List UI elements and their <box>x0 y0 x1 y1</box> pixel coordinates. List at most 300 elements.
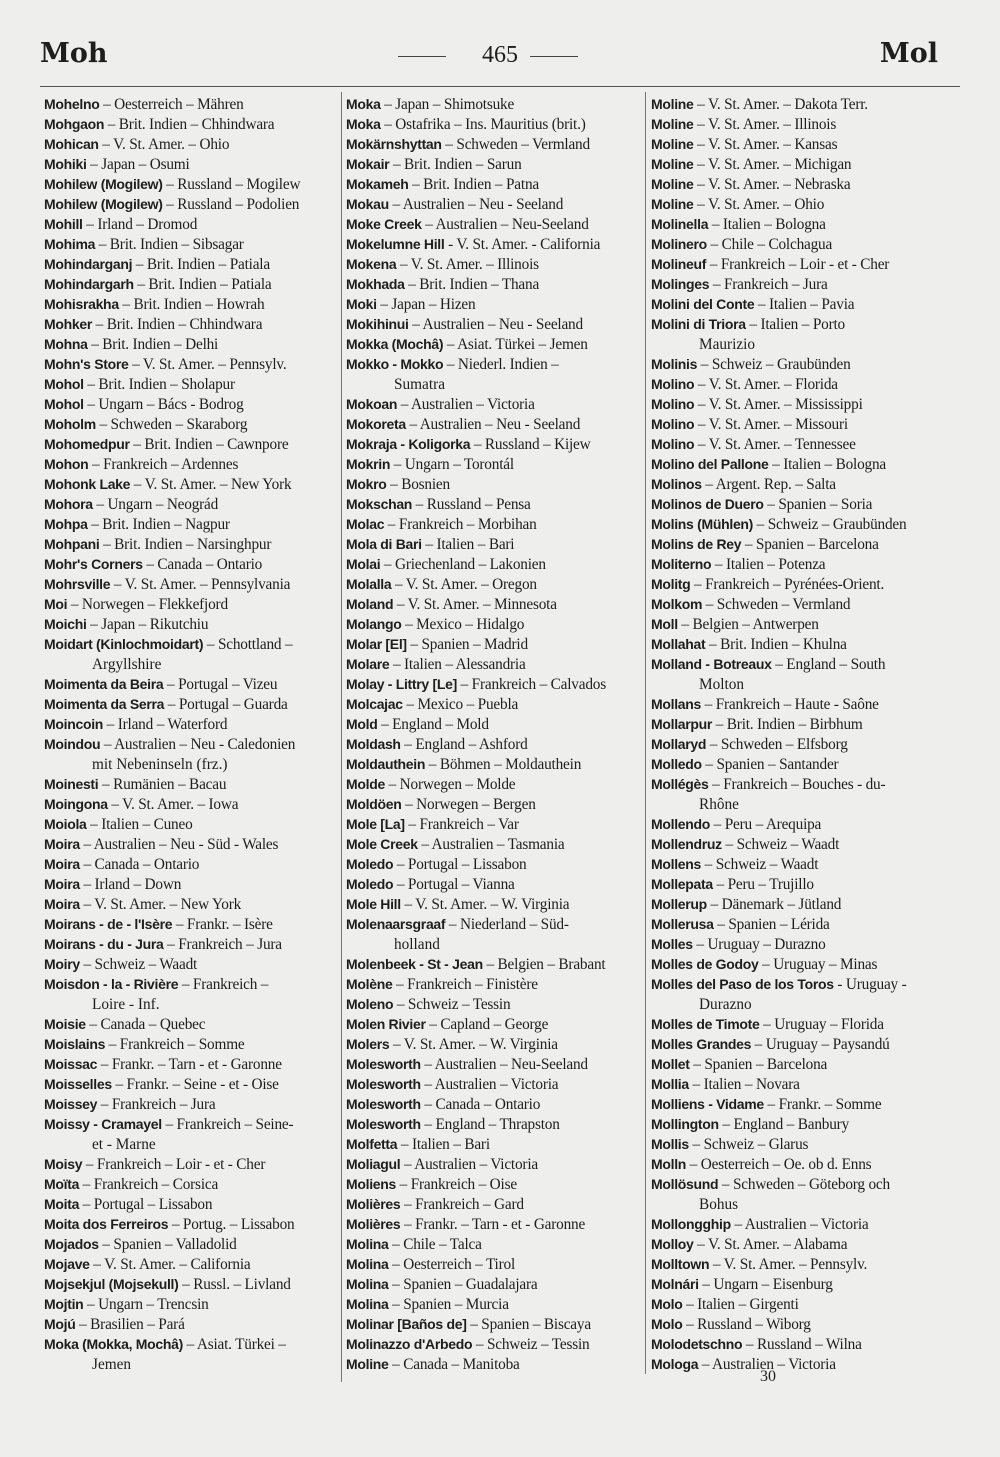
place-location: – Frankr. – Tarn - et - Garonne <box>97 1056 282 1073</box>
gazetteer-entry <box>44 1174 340 1194</box>
place-location: – Belgien – Antwerpen <box>677 616 819 633</box>
place-name: Molland - Botreaux <box>651 656 772 672</box>
place-location: – Portugal – Vianna <box>393 876 515 893</box>
place-location: – Frankreich – Haute - Saône <box>701 696 879 713</box>
place-location: – Canada – Ontario <box>142 556 263 573</box>
gazetteer-entry <box>651 534 951 554</box>
gazetteer-entry <box>651 1234 951 1254</box>
gazetteer-entry <box>44 374 340 394</box>
gazetteer-entry <box>651 1014 951 1034</box>
gazetteer-entry <box>651 1114 951 1134</box>
place-location: – V. St. Amer. – New York <box>79 896 242 913</box>
place-name: Mologa <box>651 1356 699 1372</box>
place-name: Mole Creek <box>346 836 418 852</box>
place-location-continuation: mit Nebeninseln (frz.) <box>92 756 228 773</box>
gazetteer-entry <box>44 1114 340 1154</box>
gazetteer-entry <box>651 834 951 854</box>
place-name: Molledo <box>651 756 702 772</box>
place-location: – Schweiz – Tessin <box>472 1336 590 1353</box>
place-location: – Oesterreich – Oe. ob d. Enns <box>686 1156 872 1173</box>
gazetteer-entry <box>346 1174 643 1194</box>
page-number: 465 <box>482 42 518 68</box>
place-name: Moïta <box>44 1176 80 1192</box>
place-name: Moissac <box>44 1056 98 1072</box>
gazetteer-entry <box>651 1074 951 1094</box>
place-location: – Frankreich – Calvados <box>456 676 606 693</box>
place-location: - V. St. Amer. - California <box>444 236 601 253</box>
gazetteer-entry <box>346 1314 643 1334</box>
place-location: – Uruguay – Minas <box>758 956 878 973</box>
gazetteer-entry <box>44 494 340 514</box>
gazetteer-entry <box>346 1094 643 1114</box>
place-name: Molodetschno <box>651 1336 743 1352</box>
place-name: Mokau <box>346 196 389 212</box>
place-name: Mohgaon <box>44 116 105 132</box>
place-location: – Brit. Indien – Birbhum <box>712 716 863 733</box>
place-name: Mohora <box>44 496 93 512</box>
gazetteer-entry <box>346 614 643 634</box>
place-name: Mollarpur <box>651 716 713 732</box>
place-location: – Spanien – Lérida <box>713 916 830 933</box>
gazetteer-entry <box>651 734 951 754</box>
place-location: – Schweiz – Waadt <box>701 856 819 873</box>
signature-mark: 30 <box>760 1368 776 1385</box>
gazetteer-entry <box>346 474 643 494</box>
place-location: – V. St. Amer. – California <box>89 1256 251 1273</box>
gazetteer-entry <box>346 1274 643 1294</box>
place-name: Moira <box>44 836 80 852</box>
place-location: – Brit. Indien – Patna <box>408 176 539 193</box>
gazetteer-entry <box>346 734 643 754</box>
place-location: – Oesterreich – Tirol <box>388 1256 515 1273</box>
gazetteer-entry <box>651 1094 951 1114</box>
place-name: Moka (Mokka, Mochâ) <box>44 1336 183 1352</box>
place-location: – V. St. Amer. – Pennsylvania <box>110 576 291 593</box>
place-location: – Italien – Bari <box>421 536 515 553</box>
place-name: Molini di Triora <box>651 316 746 332</box>
gazetteer-entry <box>44 254 340 274</box>
gazetteer-entry <box>651 1274 951 1294</box>
place-location: – Irland – Waterford <box>103 716 228 733</box>
place-name: Mollis <box>651 1136 689 1152</box>
gazetteer-entry <box>346 574 643 594</box>
place-name: Moledo <box>346 876 394 892</box>
place-location: – Portugal – Guarda <box>164 696 288 713</box>
place-location: – V. St. Amer. – W. Virginia <box>400 896 570 913</box>
gazetteer-entry <box>651 1054 951 1074</box>
place-name: Molinella <box>651 216 709 232</box>
gazetteer-entry <box>346 1294 643 1314</box>
header-rule-right <box>530 56 578 57</box>
gazetteer-entry <box>44 94 340 114</box>
place-name: Molinos de Duero <box>651 496 764 512</box>
place-name: Mohima <box>44 236 96 252</box>
place-location: – V. St. Amer. – Ohio <box>98 136 230 153</box>
place-location: – Schweden – Elfsborg <box>706 736 848 753</box>
place-location: – Frankreich – Gard <box>400 1196 524 1213</box>
place-name: Mohindargarh <box>44 276 134 292</box>
place-name: Molinos <box>651 476 702 492</box>
place-location: – Australien – Neu - Süd - Wales <box>79 836 279 853</box>
place-name: Molino <box>651 416 695 432</box>
place-location: – Frankreich – Finistère <box>392 976 538 993</box>
place-location: – Italien – Cuneo <box>86 816 193 833</box>
place-name: Molkom <box>651 596 703 612</box>
place-name: Mojú <box>44 1316 76 1332</box>
gazetteer-entry <box>346 894 643 914</box>
gazetteer-entry <box>346 1034 643 1054</box>
place-location: – Brit. Indien – Narsinghpur <box>99 536 272 553</box>
place-name: Moholm <box>44 416 96 432</box>
place-location: – V. St. Amer. – Illinois <box>396 256 539 273</box>
gazetteer-entry <box>346 714 643 734</box>
gazetteer-entry <box>651 234 951 254</box>
gazetteer-entry <box>651 934 951 954</box>
place-name: Moimenta da Beira <box>44 676 164 692</box>
gazetteer-entry <box>346 1194 643 1214</box>
place-name: Mollerusa <box>651 916 714 932</box>
gazetteer-entry <box>651 1134 951 1154</box>
place-location: – Schweiz – Graubünden <box>753 516 907 533</box>
gazetteer-entry <box>651 94 951 114</box>
place-name: Moldöen <box>346 796 402 812</box>
gazetteer-entry <box>651 574 951 594</box>
place-name: Molen Rivier <box>346 1016 426 1032</box>
place-location: – Bosnien <box>386 476 450 493</box>
place-name: Moke Creek <box>346 216 422 232</box>
place-location: – Asiat. Türkei – <box>183 1336 286 1353</box>
place-name: Molinis <box>651 356 698 372</box>
gazetteer-entry <box>651 874 951 894</box>
gazetteer-entry <box>346 814 643 834</box>
gazetteer-entry <box>346 154 643 174</box>
place-location-continuation: et - Marne <box>92 1136 156 1153</box>
place-location: – England – Mold <box>377 716 489 733</box>
gazetteer-entry <box>651 434 951 454</box>
place-location: – V. St. Amer. – Dakota Terr. <box>693 96 868 113</box>
place-location: – Uruguay – Paysandú <box>751 1036 890 1053</box>
gazetteer-entry <box>346 754 643 774</box>
place-location: – V. St. Amer. – Tennessee <box>694 436 856 453</box>
place-name: Mohilew (Mogilew) <box>44 176 163 192</box>
place-location: – Japan – Rikutchiu <box>86 616 209 633</box>
place-location: – Capland – George <box>425 1016 549 1033</box>
gazetteer-entry <box>346 214 643 234</box>
gazetteer-entry <box>346 1114 643 1134</box>
place-name: Moingona <box>44 796 108 812</box>
place-location: – Brit. Indien – Khulna <box>705 636 847 653</box>
place-location: – Brit. Indien – Patiala <box>132 256 270 273</box>
gazetteer-entry <box>651 854 951 874</box>
gazetteer-entry <box>651 554 951 574</box>
place-name: Molers <box>346 1036 390 1052</box>
gazetteer-entry <box>651 774 951 814</box>
gazetteer-entry <box>346 454 643 474</box>
place-location: – Ungarn – Torontál <box>390 456 514 473</box>
place-location: – Spanien – Murcia <box>388 1296 509 1313</box>
gazetteer-entry <box>44 894 340 914</box>
place-name: Mojave <box>44 1256 90 1272</box>
place-name: Molalla <box>346 576 392 592</box>
gazetteer-entry <box>44 1034 340 1054</box>
place-name: Mojados <box>44 1236 99 1252</box>
place-name: Molenaarsgraaf <box>346 916 446 932</box>
place-name: Mohol <box>44 396 84 412</box>
place-name: Mohn's Store <box>44 356 129 372</box>
gazetteer-entry <box>346 674 643 694</box>
gazetteer-entry <box>44 694 340 714</box>
place-name: Molinar [Baños de] <box>346 1316 467 1332</box>
place-location: – Italien – Bologna <box>708 216 826 233</box>
gazetteer-entry <box>44 454 340 474</box>
place-location: – Russland – Pensa <box>412 496 531 513</box>
place-location: – Schweden – Göteborg och <box>718 1176 890 1193</box>
place-name: Molino del Pallone <box>651 456 769 472</box>
gazetteer-entry <box>651 254 951 274</box>
place-location: – Schweiz – Graubünden <box>697 356 851 373</box>
place-name: Moline <box>651 196 694 212</box>
gazetteer-entry <box>346 1014 643 1034</box>
place-location: – Australien – Neu - Seeland <box>405 416 581 433</box>
gazetteer-entry <box>44 274 340 294</box>
place-name: Molltown <box>651 1256 710 1272</box>
place-location: – Ostafrika – Ins. Mauritius (brit.) <box>380 116 586 133</box>
place-location: – Spanien – Guadalajara <box>388 1276 538 1293</box>
place-location: – Böhmen – Moldauthein <box>425 756 582 773</box>
place-location: – Frankreich – Bouches - du- <box>708 776 886 793</box>
gazetteer-entry <box>651 494 951 514</box>
place-name: Molinazzo d'Arbedo <box>346 1336 473 1352</box>
place-name: Moline <box>651 176 694 192</box>
place-location: – Peru – Arequipa <box>710 816 822 833</box>
place-name: Moisy <box>44 1156 83 1172</box>
gazetteer-entry <box>44 634 340 674</box>
gazetteer-entry <box>651 1034 951 1054</box>
place-name: Mojsekjul (Mojsekull) <box>44 1276 179 1292</box>
gazetteer-entry <box>346 834 643 854</box>
gazetteer-entry <box>651 634 951 654</box>
place-location: – Rumänien – Bacau <box>98 776 227 793</box>
place-location-continuation: Argyllshire <box>92 656 162 673</box>
place-name: Moleno <box>346 996 394 1012</box>
place-name: Moline <box>651 156 694 172</box>
place-location: – Mexico – Puebla <box>402 696 519 713</box>
gazetteer-entry <box>651 294 951 314</box>
gazetteer-entry <box>44 914 340 934</box>
place-name: Moisie <box>44 1016 86 1032</box>
place-location: – Frankreich – Morbihan <box>384 516 537 533</box>
place-name: Mohican <box>44 136 99 152</box>
place-name: Molesworth <box>346 1076 421 1092</box>
place-location: – V. St. Amer. – Pennsylv. <box>709 1256 868 1273</box>
gazetteer-entry <box>44 674 340 694</box>
place-location: – V. St. Amer. – Michigan <box>693 156 852 173</box>
column-divider <box>341 92 342 1382</box>
place-location: – Uruguay – Florida <box>759 1016 884 1033</box>
column-divider <box>645 92 646 1374</box>
place-location: – Japan – Osumi <box>86 156 190 173</box>
place-location: – V. St. Amer. – Kansas <box>693 136 838 153</box>
gazetteer-entry <box>346 294 643 314</box>
gazetteer-entry <box>651 614 951 634</box>
entry-column-3 <box>651 94 951 1374</box>
gazetteer-entry <box>651 414 951 434</box>
place-location: – Portugal – Lissabon <box>393 856 527 873</box>
place-name: Moimenta da Serra <box>44 696 165 712</box>
gazetteer-entry <box>44 434 340 454</box>
gazetteer-entry <box>346 1254 643 1274</box>
place-location: – Argent. Rep. – Salta <box>701 476 836 493</box>
place-location: – Spanien – Biscaya <box>466 1316 591 1333</box>
gazetteer-entry <box>346 914 643 954</box>
place-location: – Brasilien – Pará <box>75 1316 185 1333</box>
place-name: Mohomedpur <box>44 436 130 452</box>
gazetteer-entry <box>44 134 340 154</box>
place-name: Molières <box>346 1216 401 1232</box>
place-name: Molloy <box>651 1236 694 1252</box>
place-location: – V. St. Amer. – Alabama <box>693 1236 848 1253</box>
gazetteer-entry <box>346 994 643 1014</box>
place-location: – Peru – Trujillo <box>712 876 814 893</box>
place-location: – Canada – Ontario <box>79 856 200 873</box>
place-location-continuation: Sumatra <box>394 376 445 393</box>
place-name: Mokka (Mochâ) <box>346 336 444 352</box>
gazetteer-entry <box>44 1314 340 1334</box>
place-location: – Frankr. – Tarn - et - Garonne <box>400 1216 586 1233</box>
gazetteer-entry <box>346 854 643 874</box>
place-name: Mokro <box>346 476 387 492</box>
place-name: Mole Hill <box>346 896 401 912</box>
place-name: Molnári <box>651 1276 699 1292</box>
place-location: – V. St. Amer. – Iowa <box>107 796 239 813</box>
place-name: Mohilew (Mogilew) <box>44 196 163 212</box>
place-name: Mokair <box>346 156 390 172</box>
place-name: Moll <box>651 616 678 632</box>
place-name: Mojtin <box>44 1296 84 1312</box>
place-location: – Italien – Porto <box>745 316 845 333</box>
place-name: Molare <box>346 656 390 672</box>
place-name: Moirans - du - Jura <box>44 936 164 952</box>
place-location: – Australien – Victoria <box>420 1076 559 1093</box>
place-name: Molles del Paso de los Toros <box>651 976 834 992</box>
gazetteer-entry <box>346 414 643 434</box>
place-location: – Schweiz – Tessin <box>393 996 511 1013</box>
place-location: – Italien – Alessandria <box>389 656 526 673</box>
place-name: Mokärnshyttan <box>346 136 442 152</box>
gazetteer-entry <box>651 454 951 474</box>
gazetteer-entry <box>44 974 340 1014</box>
place-location: – Schweden – Skaraborg <box>95 416 248 433</box>
gazetteer-entry <box>346 594 643 614</box>
entry-column-2 <box>346 94 643 1374</box>
place-location: – Italien – Bari <box>397 1136 490 1153</box>
gazetteer-entry <box>346 954 643 974</box>
gazetteer-entry <box>346 794 643 814</box>
place-location: – Irland – Dromod <box>82 216 198 233</box>
place-location: – Oesterreich – Mähren <box>99 96 244 113</box>
place-name: Mollendo <box>651 816 711 832</box>
gazetteer-entry <box>346 1134 643 1154</box>
gazetteer-entry <box>44 314 340 334</box>
gazetteer-entry <box>44 414 340 434</box>
place-location: – Japan – Shimotsuke <box>380 96 515 113</box>
gazetteer-entry <box>44 774 340 794</box>
gazetteer-entry <box>346 354 643 394</box>
place-name: Molières <box>346 1196 401 1212</box>
place-location: – England – South <box>771 656 886 673</box>
gazetteer-entry <box>651 274 951 294</box>
place-location: – Brit. Indien – Nagpur <box>87 516 230 533</box>
place-name: Mohr's Corners <box>44 556 143 572</box>
place-location: – Mexico – Hidalgo <box>401 616 525 633</box>
place-name: Mola di Bari <box>346 536 422 552</box>
place-name: Mokko - Mokko <box>346 356 444 372</box>
place-name: Moliagul <box>346 1156 401 1172</box>
place-location-continuation: Maurizio <box>699 336 756 353</box>
place-location-continuation: Jemen <box>92 1356 132 1373</box>
gazetteer-entry <box>346 234 643 254</box>
gazetteer-entry <box>44 154 340 174</box>
gazetteer-entry <box>346 254 643 274</box>
gazetteer-entry <box>346 1074 643 1094</box>
gazetteer-entry <box>651 1354 951 1374</box>
gazetteer-entry <box>44 514 340 534</box>
place-location: – Brit. Indien – Sholapur <box>83 376 235 393</box>
place-name: Mollepata <box>651 876 713 892</box>
gazetteer-entry <box>44 734 340 774</box>
gazetteer-entry <box>346 314 643 334</box>
place-location: – Australien – Victoria <box>400 1156 538 1173</box>
place-location: – Spanien – Madrid <box>406 636 528 653</box>
gazetteer-entry <box>346 394 643 414</box>
gazetteer-entry <box>651 314 951 354</box>
place-name: Mokameh <box>346 176 409 192</box>
place-name: Molina <box>346 1276 389 1292</box>
place-location: – Brit. Indien – Patiala <box>133 276 272 293</box>
place-location: – Frankreich – Jura <box>163 936 282 953</box>
place-location: – Griechenland – Lakonien <box>380 556 546 573</box>
gazetteer-entry <box>44 1254 340 1274</box>
place-location: – V. St. Amer. – Nebraska <box>693 176 851 193</box>
gazetteer-entry <box>651 594 951 614</box>
place-name: Moislains <box>44 1036 106 1052</box>
place-location-continuation: Rhône <box>699 796 739 813</box>
place-location: – Australien – Neu - Seeland <box>408 316 583 333</box>
place-location: – Russland – Kijew <box>470 436 591 453</box>
place-name: Moline <box>651 116 694 132</box>
place-name: Moi <box>44 596 68 612</box>
place-location: – Australien – Neu - Seeland <box>388 196 564 213</box>
place-location: – Australien – Victoria <box>730 1216 869 1233</box>
place-name: Moichi <box>44 616 87 632</box>
place-name: Mollington <box>651 1116 719 1132</box>
place-location: – Ungarn – Bács - Bodrog <box>83 396 244 413</box>
place-location: – Italien – Novara <box>688 1076 800 1093</box>
gazetteer-entry <box>44 1094 340 1114</box>
place-location: – Norwegen – Bergen <box>401 796 536 813</box>
place-name: Mokena <box>346 256 397 272</box>
place-location: – Canada – Manitoba <box>388 1356 520 1373</box>
place-name: Mokihinui <box>346 316 409 332</box>
place-name: Mollans <box>651 696 702 712</box>
gazetteer-entry <box>346 534 643 554</box>
gazetteer-entry <box>346 974 643 994</box>
gazetteer-entry <box>651 1314 951 1334</box>
place-location: – V. St. Amer. – Oregon <box>391 576 537 593</box>
place-name: Molesworth <box>346 1056 421 1072</box>
gazetteer-entry <box>346 194 643 214</box>
place-location: – Russland – Mogilew <box>162 176 301 193</box>
